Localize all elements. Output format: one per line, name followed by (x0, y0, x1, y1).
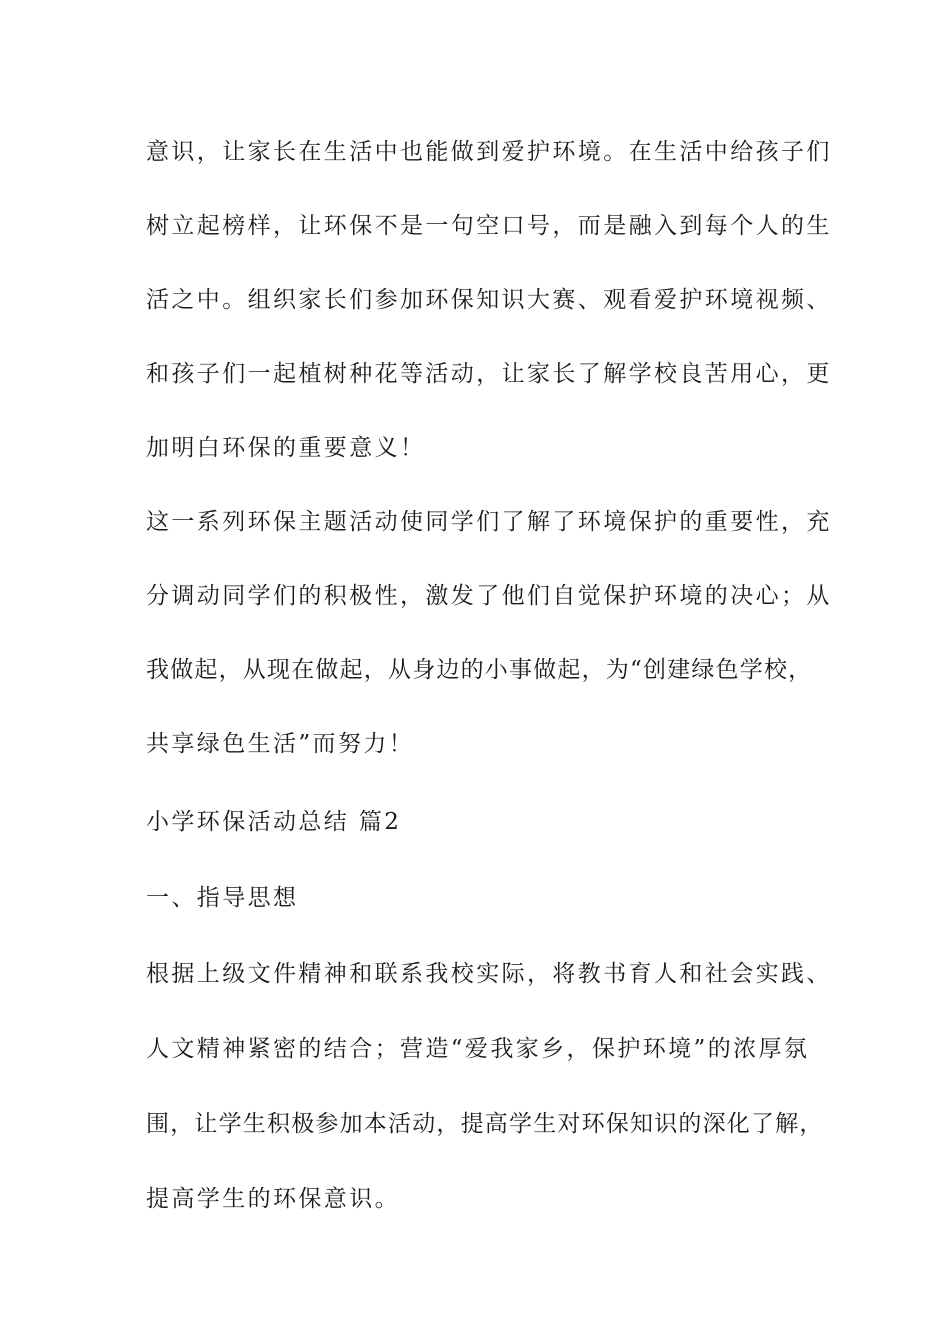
text-line: 分调动同学们的积极性，激发了他们自觉保护环境的决心；从 (146, 583, 832, 609)
text-line: 树立起榜样，让环保不是一句空口号，而是融入到每个人的生 (146, 213, 832, 239)
text-line: 意识，让家长在生活中也能做到爱护环境。在生活中给孩子们 (146, 139, 832, 165)
section-heading: 小学环保活动总结 篇2 (146, 809, 402, 835)
subsection-heading: 一、指导思想 (146, 885, 299, 911)
text-line: 共享绿色生活”而努力！ (146, 731, 415, 757)
text-line: 活之中。组织家长们参加环保知识大赛、观看爱护环境视频、 (146, 287, 832, 313)
text-line: 加明白环保的重要意义！ (146, 435, 426, 461)
text-line: 这一系列环保主题活动使同学们了解了环境保护的重要性，充 (146, 509, 832, 535)
text-line: 人文精神紧密的结合；营造“爱我家乡，保护环境”的浓厚氛 (146, 1036, 810, 1062)
text-line: 提高学生的环保意识。 (146, 1186, 400, 1212)
text-line: 我做起，从现在做起，从身边的小事做起，为“创建绿色学校， (146, 657, 813, 683)
text-line: 围，让学生积极参加本活动，提高学生对环保知识的深化了解， (146, 1111, 824, 1137)
text-line: 根据上级文件精神和联系我校实际，将教书育人和社会实践、 (146, 961, 832, 987)
text-line: 和孩子们一起植树种花等活动，让家长了解学校良苦用心，更 (146, 361, 832, 387)
